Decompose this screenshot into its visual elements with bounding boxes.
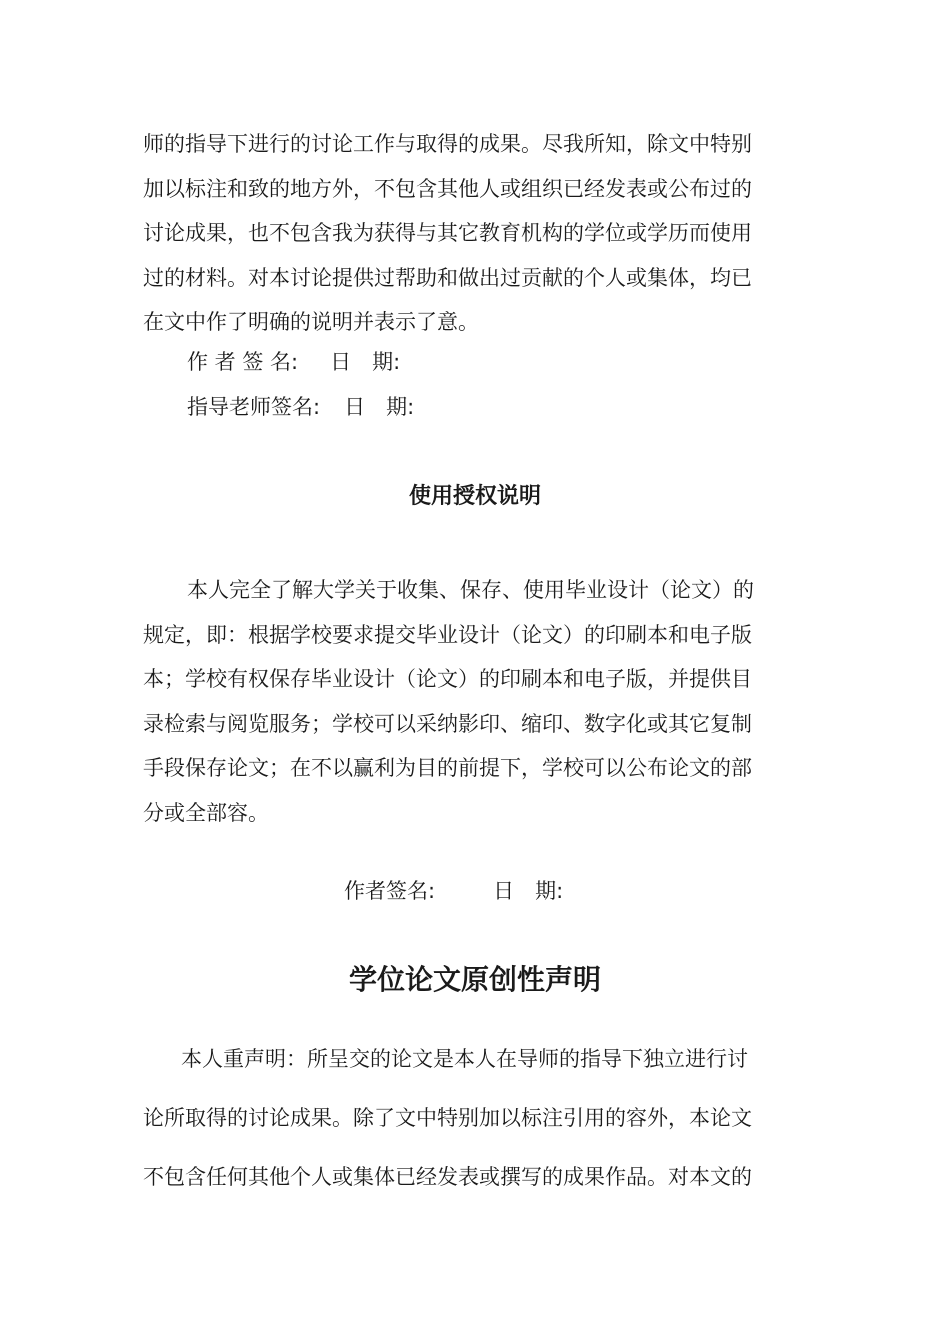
originality-line: 不包含任何其他个人或集体已经发表或撰写的成果作品。对本文的 (143, 1165, 752, 1189)
author-date-label: 日 期: (330, 350, 401, 374)
intro-line: 师的指导下进行的讨论工作与取得的成果。尽我所知，除文中特别 (143, 132, 752, 156)
advisor-signature-line (187, 390, 414, 424)
author-signature-line (187, 345, 400, 379)
authorization-heading: 使用授权说明 (408, 484, 541, 509)
advisor-date-label: 日 期: (344, 395, 415, 419)
authorization-line: 本；学校有权保存毕业设计（论文）的印刷本和电子版，并提供目 (143, 667, 752, 691)
intro-line: 过的材料。对本讨论提供过帮助和做出过贡献的个人或集体，均已 (143, 265, 752, 290)
intro-line: 加以标注和致的地方外，不包含其他人或组织已经发表或公布过的 (143, 176, 752, 201)
authorization-line: 本人完全了解大学关于收集、保存、使用毕业设计（论文）的 (187, 578, 754, 602)
intro-line: 讨论成果，也不包含我为获得与其它教育机构的学位或学历而使用 (143, 221, 752, 245)
authorization-signature-label: 作者签名: (344, 879, 436, 903)
authorization-signature-line (344, 874, 563, 908)
originality-paragraph (143, 1030, 813, 1207)
originality-line: 论所取得的讨论成果。除了文中特别加以标注引用的容外，本论文 (143, 1106, 752, 1130)
authorization-line: 录检索与阅览服务；学校可以采纳影印、缩印、数字化或其它复制 (143, 711, 752, 736)
authorization-paragraph (143, 568, 813, 835)
authorization-line: 规定，即：根据学校要求提交毕业设计（论文）的印刷本和电子版 (143, 622, 752, 647)
intro-paragraph (143, 122, 813, 345)
originality-line: 本人重声明：所呈交的论文是本人在导师的指导下独立进行讨 (181, 1047, 748, 1071)
authorization-date-label: 日 期: (493, 879, 564, 903)
intro-line: 在文中作了明确的说明并表示了意。 (143, 310, 479, 334)
advisor-signature-label: 指导老师签名: (187, 395, 321, 419)
author-signature-label: 作 者 签 名: (187, 350, 299, 374)
authorization-line: 分或全部容。 (143, 800, 269, 825)
originality-heading: 学位论文原创性声明 (348, 963, 601, 996)
authorization-line: 手段保存论文；在不以赢利为目的前提下，学校可以公布论文的部 (143, 756, 752, 780)
